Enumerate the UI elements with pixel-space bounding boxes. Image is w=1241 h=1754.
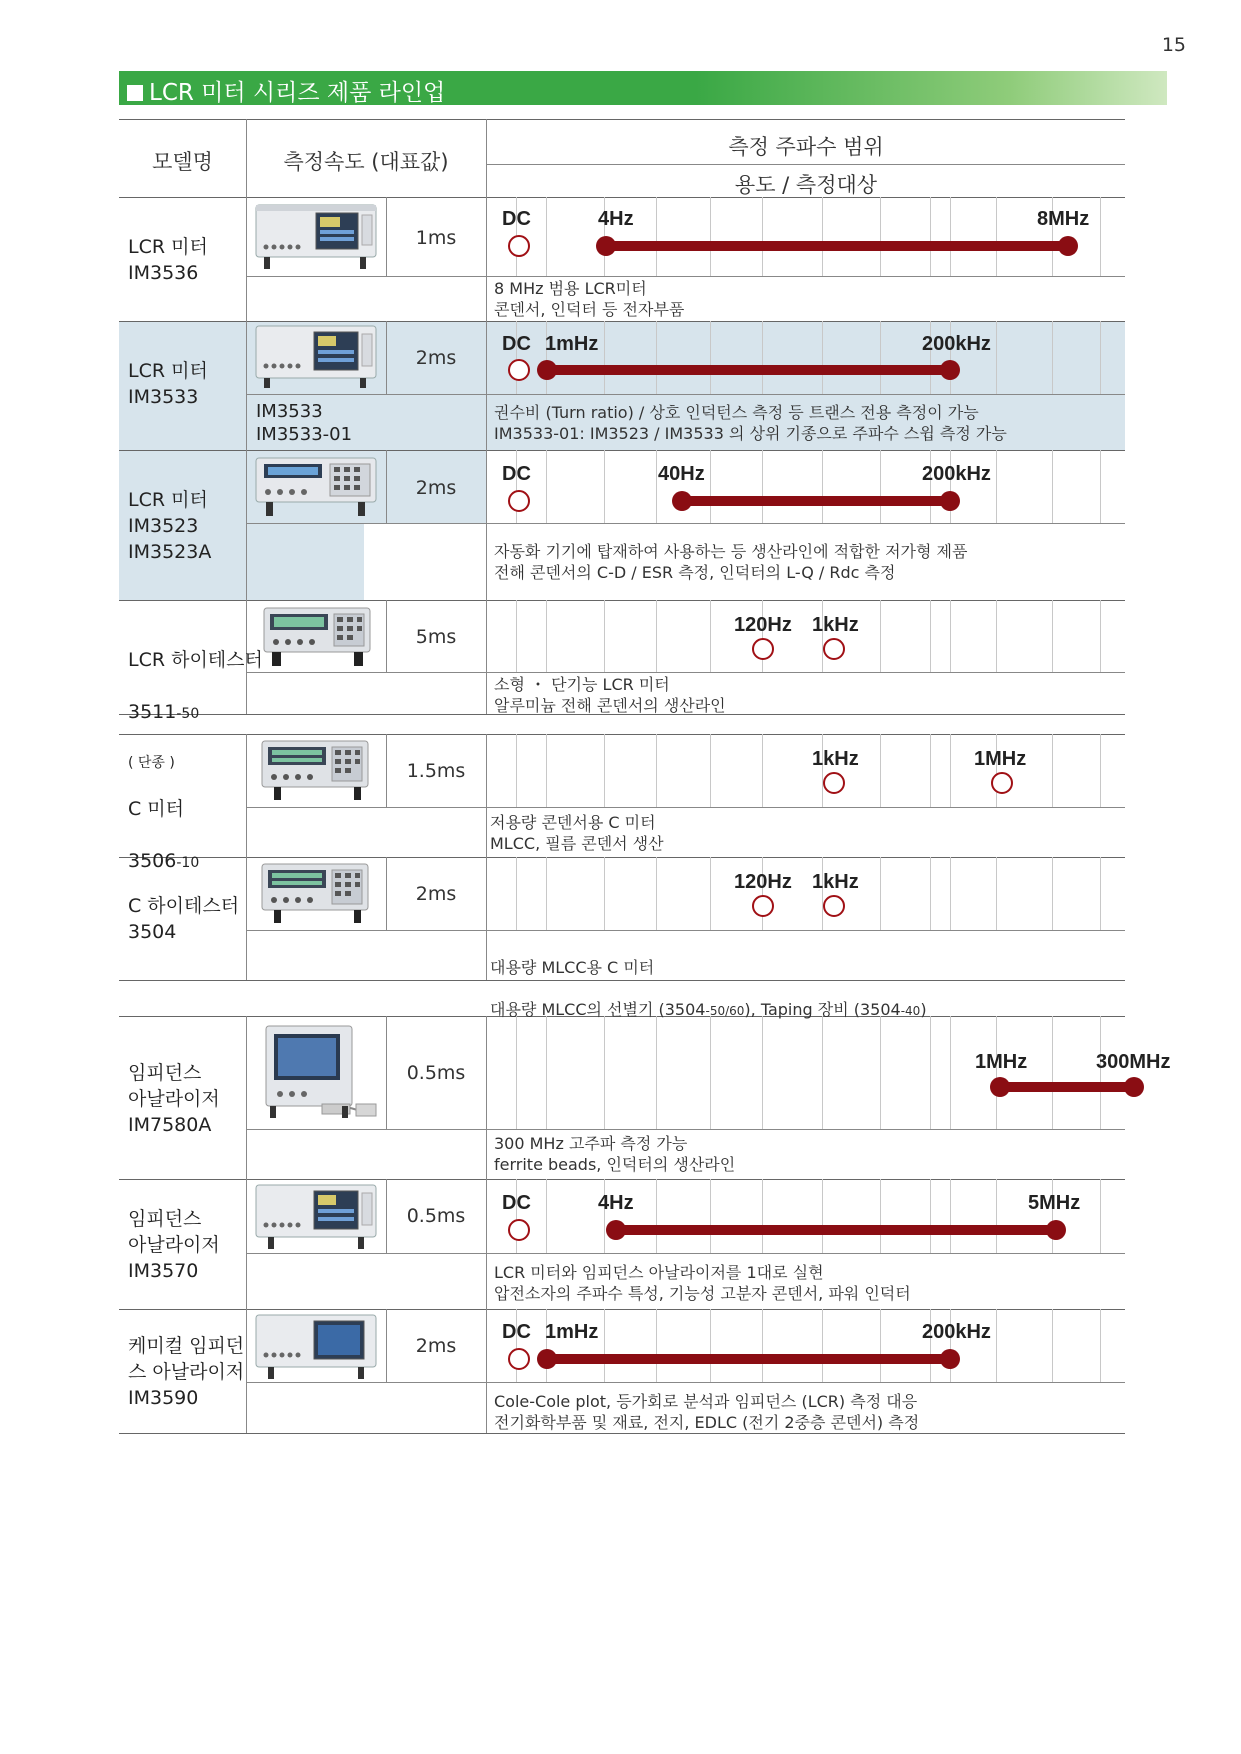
range-bar bbox=[1000, 1082, 1138, 1092]
row2-mid-rule bbox=[246, 394, 1125, 395]
freq-label-1mhz: 1MHz bbox=[974, 748, 1027, 770]
speed-im3536: 1ms bbox=[415, 227, 457, 249]
row1-mid-rule bbox=[246, 276, 1125, 277]
grid-line bbox=[516, 857, 517, 930]
dc-marker-circle bbox=[508, 1348, 530, 1370]
grid-line bbox=[950, 197, 951, 276]
grid-line bbox=[656, 600, 657, 672]
dc-marker-circle bbox=[508, 235, 530, 257]
grid-line bbox=[546, 857, 547, 930]
speed-im3523: 2ms bbox=[415, 477, 457, 499]
range-end-dot bbox=[537, 1349, 557, 1369]
header-freq-range: 측정 주파수 범위 bbox=[728, 135, 884, 159]
grid-line bbox=[930, 857, 931, 930]
grid-line bbox=[1100, 600, 1101, 672]
device-image-im3536 bbox=[254, 201, 380, 273]
grid-line bbox=[1052, 734, 1053, 807]
usage-desc-3504-line2 bbox=[490, 999, 927, 1022]
impedance-analyzer-icon bbox=[260, 1020, 384, 1126]
row7-mid-rule bbox=[246, 1129, 1125, 1130]
grid-line bbox=[930, 321, 931, 394]
range-bar bbox=[606, 241, 1072, 251]
grid-line bbox=[930, 1179, 931, 1253]
row3-bottom-rule bbox=[119, 600, 1125, 601]
freq-label-end: 200kHz bbox=[922, 1321, 991, 1343]
table-top-rule bbox=[119, 119, 1125, 120]
range-end-dot bbox=[1058, 236, 1078, 256]
model-name-im3570: 임피던스 아날라이저 IM3570 bbox=[128, 1208, 220, 1282]
model-name-3511-number bbox=[128, 699, 263, 727]
header-speed: 측정속도 (대표값) bbox=[283, 150, 449, 174]
usage-desc-im7580a: 300 MHz 고주파 측정 가능 ferrite beads, 인덕터의 생산라인 bbox=[494, 1134, 736, 1174]
freq-label-dc: DC bbox=[502, 1321, 531, 1343]
speed-im3570: 0.5ms bbox=[406, 1205, 466, 1227]
grid-line bbox=[656, 450, 657, 523]
grid-line bbox=[880, 1179, 881, 1253]
grid-line bbox=[546, 1179, 547, 1253]
speed-im7580a: 0.5ms bbox=[406, 1062, 466, 1084]
grid-line bbox=[546, 321, 547, 394]
row5-mid-rule bbox=[246, 807, 1125, 808]
freq-label-120hz: 120Hz bbox=[734, 614, 792, 636]
row7-bottom-rule bbox=[119, 1179, 1125, 1180]
grid-line bbox=[930, 1309, 931, 1382]
device-image-im7580a bbox=[260, 1020, 384, 1126]
freq-label-1khz: 1kHz bbox=[812, 748, 859, 770]
usage-desc-3504-line1: 대용량 MLCC용 C 미터 bbox=[490, 958, 655, 977]
grid-line bbox=[710, 1309, 711, 1382]
freq-label-dc: DC bbox=[502, 1192, 531, 1214]
grid-line bbox=[930, 734, 931, 807]
desc-suffix: -40 bbox=[900, 1004, 921, 1018]
speed-im3533: 2ms bbox=[415, 347, 457, 369]
grid-line bbox=[1052, 1309, 1053, 1382]
sub-models-im3533: IM3533 IM3533-01 bbox=[256, 401, 353, 445]
grid-line bbox=[1100, 1309, 1101, 1382]
freq-label-1khz: 1kHz bbox=[812, 871, 859, 893]
dc-marker-circle bbox=[508, 359, 530, 381]
grid-line bbox=[822, 197, 823, 276]
device-image-im3523 bbox=[254, 454, 380, 522]
model-name-im3536: LCR 미터 IM3536 bbox=[128, 236, 208, 284]
chemical-impedance-analyzer-icon bbox=[254, 1311, 380, 1381]
speed-im3590: 2ms bbox=[415, 1335, 457, 1357]
device-image-im3590 bbox=[254, 1311, 380, 1381]
freq-label-120hz: 120Hz bbox=[734, 871, 792, 893]
usage-desc-im3590: Cole-Cole plot, 등가회로 분석과 임피던스 (LCR) 측정 대응 전기화학부품 및 재료, 전지, EDLC (전기 2중층 콘덴서) 측정 bbox=[494, 1392, 920, 1432]
model-name-im3533: LCR 미터 IM3533 bbox=[128, 360, 208, 408]
range-bar bbox=[547, 1354, 953, 1364]
freq-label-dc: DC bbox=[502, 463, 531, 485]
grid-line bbox=[822, 450, 823, 523]
grid-line bbox=[604, 857, 605, 930]
grid-line bbox=[880, 450, 881, 523]
model-suffix: -10 bbox=[176, 855, 200, 871]
grid-line bbox=[710, 450, 711, 523]
header-mid-rule bbox=[487, 164, 1125, 165]
device-image-im3533 bbox=[254, 324, 380, 392]
grid-line bbox=[762, 197, 763, 276]
usage-desc-3511: 소형 ・ 단기능 LCR 미터 알루미늄 전해 콘덴서의 생산라인 bbox=[494, 675, 726, 715]
grid-line bbox=[516, 734, 517, 807]
row9-mid-rule bbox=[246, 1382, 1125, 1383]
range-end-dot bbox=[940, 1349, 960, 1369]
grid-line bbox=[1052, 600, 1053, 672]
grid-line bbox=[950, 600, 951, 672]
grid-line bbox=[996, 1309, 997, 1382]
grid-line bbox=[762, 734, 763, 807]
freq-label-start: 4Hz bbox=[598, 208, 634, 230]
usage-desc-im3523: 자동화 기기에 탑재하여 사용하는 등 생산라인에 적합한 저가형 제품 전해 콘덴서의 C-D / ESR 측정, 인덕터의 L-Q / Rdc 측정 bbox=[494, 542, 968, 582]
grid-line bbox=[762, 1309, 763, 1382]
grid-line bbox=[656, 1179, 657, 1253]
grid-line bbox=[1100, 1179, 1101, 1253]
section-banner bbox=[119, 71, 1167, 105]
section-title bbox=[127, 74, 445, 107]
dc-marker-circle bbox=[508, 490, 530, 512]
device-image-3504 bbox=[260, 860, 372, 928]
row2-bottom-rule bbox=[119, 450, 1125, 451]
grid-line bbox=[762, 450, 763, 523]
grid-line bbox=[710, 857, 711, 930]
lcr-meter-icon bbox=[254, 324, 380, 392]
range-end-dot bbox=[606, 1220, 626, 1240]
device-image-im3570 bbox=[254, 1181, 380, 1251]
freq-label-start: 40Hz bbox=[658, 463, 705, 485]
grid-line bbox=[710, 734, 711, 807]
grid-line bbox=[930, 197, 931, 276]
range-end-dot bbox=[940, 491, 960, 511]
grid-line bbox=[996, 450, 997, 523]
device-image-3506 bbox=[260, 737, 372, 805]
usage-desc-im3533: 권수비 (Turn ratio) / 상호 인덕턴스 측정 등 트랜스 전용 측정이 가능 IM3533-01: IM3523 / IM3533 의 상위 기종으로 주파수 스윕 측정 가능 bbox=[494, 403, 1007, 443]
freq-label-1mhz: 1MHz bbox=[975, 1051, 1028, 1073]
grid-line bbox=[656, 197, 657, 276]
discontinued-note: ( 단종 ) bbox=[128, 755, 175, 771]
grid-line bbox=[996, 857, 997, 930]
lcr-meter-icon bbox=[254, 454, 380, 522]
grid-line bbox=[930, 450, 931, 523]
freq-label-end: 8MHz bbox=[1037, 208, 1090, 230]
col-sep-freq-g2 bbox=[486, 734, 487, 980]
grid-line bbox=[710, 600, 711, 672]
model-name-3506 bbox=[128, 770, 199, 902]
grid-line bbox=[822, 321, 823, 394]
point-marker-circle bbox=[823, 638, 845, 660]
lcr-meter-icon bbox=[254, 201, 380, 273]
freq-label-end: 5MHz bbox=[1028, 1192, 1081, 1214]
grid-line bbox=[604, 734, 605, 807]
impedance-analyzer-icon bbox=[254, 1181, 380, 1251]
grid-line bbox=[546, 450, 547, 523]
grid-line bbox=[1100, 321, 1101, 394]
point-marker-circle bbox=[752, 638, 774, 660]
grid-line bbox=[516, 1179, 517, 1253]
square-bullet-icon bbox=[127, 85, 143, 101]
model-name-3506-number bbox=[128, 848, 199, 876]
grid-line bbox=[950, 1016, 951, 1129]
model-suffix: -50 bbox=[176, 706, 200, 722]
freq-label-start: 4Hz bbox=[598, 1192, 634, 1214]
desc-text: 대용량 MLCC의 선별기 (3504 bbox=[490, 1000, 706, 1019]
grid-line bbox=[762, 321, 763, 394]
dc-marker-circle bbox=[508, 1219, 530, 1241]
grid-line bbox=[546, 734, 547, 807]
model-number: 3506 bbox=[128, 850, 177, 872]
grid-line bbox=[516, 450, 517, 523]
usage-desc-im3536: 8 MHz 범용 LCR미터 콘덴서, 인덕터 등 전자부품 bbox=[494, 279, 685, 319]
col-sep-model-g3 bbox=[246, 1016, 247, 1433]
grid-line bbox=[996, 197, 997, 276]
grid-line bbox=[880, 734, 881, 807]
range-end-dot bbox=[990, 1077, 1010, 1097]
row6-mid-rule bbox=[246, 930, 1125, 931]
range-bar bbox=[616, 1225, 1056, 1235]
grid-line bbox=[822, 1179, 823, 1253]
row3-mid-rule bbox=[246, 523, 1125, 524]
grid-line bbox=[996, 1179, 997, 1253]
row5-bottom-rule bbox=[119, 857, 1125, 858]
col-sep-freq-g3 bbox=[486, 1016, 487, 1433]
range-end-dot bbox=[940, 360, 960, 380]
device-image-3511 bbox=[262, 604, 374, 670]
grid-line bbox=[1100, 734, 1101, 807]
model-number: 3511 bbox=[128, 701, 177, 723]
grid-line bbox=[1052, 321, 1053, 394]
grid-line bbox=[880, 1309, 881, 1382]
point-marker-circle bbox=[823, 895, 845, 917]
grid-line bbox=[516, 1309, 517, 1382]
grid-line bbox=[762, 1179, 763, 1253]
model-name-im3590: 케미컬 임피던 스 아날라이저 IM3590 bbox=[128, 1335, 245, 1409]
grid-line bbox=[950, 1309, 951, 1382]
grid-line bbox=[604, 450, 605, 523]
grid-line bbox=[822, 1309, 823, 1382]
col-sep-freq-g1 bbox=[486, 119, 487, 714]
header-usage: 용도 / 측정대상 bbox=[734, 173, 878, 197]
speed-3506: 1.5ms bbox=[406, 760, 466, 782]
table-bottom-rule bbox=[119, 1433, 1125, 1434]
range-end-dot bbox=[596, 236, 616, 256]
usage-desc-3506: 저용량 콘덴서용 C 미터 MLCC, 필름 콘덴서 생산 bbox=[490, 813, 664, 853]
grid-line bbox=[656, 857, 657, 930]
grid-line bbox=[950, 450, 951, 523]
usage-desc-im3570: LCR 미터와 임피던스 아날라이저를 1대로 실현 압전소자의 주파수 특성, 기능성 고분자 콘덴서, 파워 인덕터 bbox=[494, 1263, 911, 1303]
freq-label-start: 1mHz bbox=[545, 333, 599, 355]
grid-line bbox=[1100, 197, 1101, 276]
grid-line bbox=[930, 1016, 931, 1129]
grid-line bbox=[604, 600, 605, 672]
freq-label-start: 1mHz bbox=[545, 1321, 599, 1343]
grid-line bbox=[950, 857, 951, 930]
row8-mid-rule bbox=[246, 1253, 1125, 1254]
grid-line bbox=[1052, 1016, 1053, 1129]
point-marker-circle bbox=[823, 772, 845, 794]
grid-line bbox=[950, 734, 951, 807]
freq-label-1khz: 1kHz bbox=[812, 614, 859, 636]
grid-line bbox=[656, 321, 657, 394]
grid-line bbox=[950, 1179, 951, 1253]
c-hitester-icon bbox=[260, 860, 372, 928]
freq-label-300mhz: 300MHz bbox=[1096, 1051, 1171, 1073]
desc-text: ) bbox=[920, 1000, 927, 1019]
range-bar bbox=[547, 365, 953, 375]
range-end-dot bbox=[672, 491, 692, 511]
row1-bottom-rule bbox=[119, 321, 1125, 322]
model-name-im7580a: 임피던스 아날라이저 IM7580A bbox=[128, 1062, 220, 1136]
model-name-3506-main: C 미터 bbox=[128, 798, 185, 820]
grid-line bbox=[710, 197, 711, 276]
grid-line bbox=[880, 600, 881, 672]
grid-line bbox=[930, 600, 931, 672]
freq-label-dc: DC bbox=[502, 333, 531, 355]
grid-line bbox=[656, 734, 657, 807]
desc-text: ), Taping 장비 (3504 bbox=[744, 1000, 901, 1019]
grid-line bbox=[516, 600, 517, 672]
grid-line bbox=[516, 321, 517, 394]
grid-line bbox=[604, 1309, 605, 1382]
page-number: 15 bbox=[1161, 34, 1186, 56]
freq-label-end: 200kHz bbox=[922, 333, 991, 355]
grid-line bbox=[604, 1179, 605, 1253]
grid-line bbox=[1100, 857, 1101, 930]
row8-bottom-rule bbox=[119, 1309, 1125, 1310]
grid-line bbox=[604, 321, 605, 394]
grid-line bbox=[1052, 857, 1053, 930]
grid-line bbox=[710, 321, 711, 394]
header-bottom-rule bbox=[119, 197, 1125, 198]
desc-suffix: -50/60 bbox=[705, 1004, 745, 1018]
grid-line bbox=[950, 321, 951, 394]
model-name-3504: C 하이테스터 3504 bbox=[128, 895, 240, 943]
grid-line bbox=[1052, 450, 1053, 523]
group2-top-rule bbox=[119, 734, 1125, 735]
range-end-dot bbox=[1046, 1220, 1066, 1240]
usage-desc-3504 bbox=[490, 936, 927, 1043]
grid-line bbox=[546, 197, 547, 276]
point-marker-circle bbox=[752, 895, 774, 917]
freq-label-end: 200kHz bbox=[922, 463, 991, 485]
grid-line bbox=[656, 1309, 657, 1382]
grid-line bbox=[710, 1179, 711, 1253]
row4-mid-rule bbox=[246, 672, 1125, 673]
grid-line bbox=[996, 600, 997, 672]
grid-line bbox=[880, 857, 881, 930]
grid-line bbox=[546, 1309, 547, 1382]
header-model: 모델명 bbox=[152, 150, 213, 174]
grid-line bbox=[546, 600, 547, 672]
section-title-text: LCR 미터 시리즈 제품 라인업 bbox=[149, 80, 446, 106]
range-bar bbox=[682, 496, 952, 506]
speed-3511: 5ms bbox=[415, 626, 457, 648]
grid-line bbox=[880, 321, 881, 394]
speed-3504: 2ms bbox=[415, 883, 457, 905]
c-meter-icon bbox=[260, 737, 372, 805]
point-marker-circle bbox=[991, 772, 1013, 794]
model-name-im3523: LCR 미터 IM3523 IM3523A bbox=[128, 489, 212, 563]
grid-line bbox=[1100, 450, 1101, 523]
grid-line bbox=[1052, 1179, 1053, 1253]
grid-line bbox=[880, 197, 881, 276]
lcr-hitester-icon bbox=[262, 604, 374, 670]
model-name-3511-main: LCR 하이테스터 bbox=[128, 649, 263, 671]
freq-label-dc: DC bbox=[502, 208, 531, 230]
grid-line bbox=[996, 321, 997, 394]
range-end-dot bbox=[1124, 1077, 1144, 1097]
range-end-dot bbox=[537, 360, 557, 380]
